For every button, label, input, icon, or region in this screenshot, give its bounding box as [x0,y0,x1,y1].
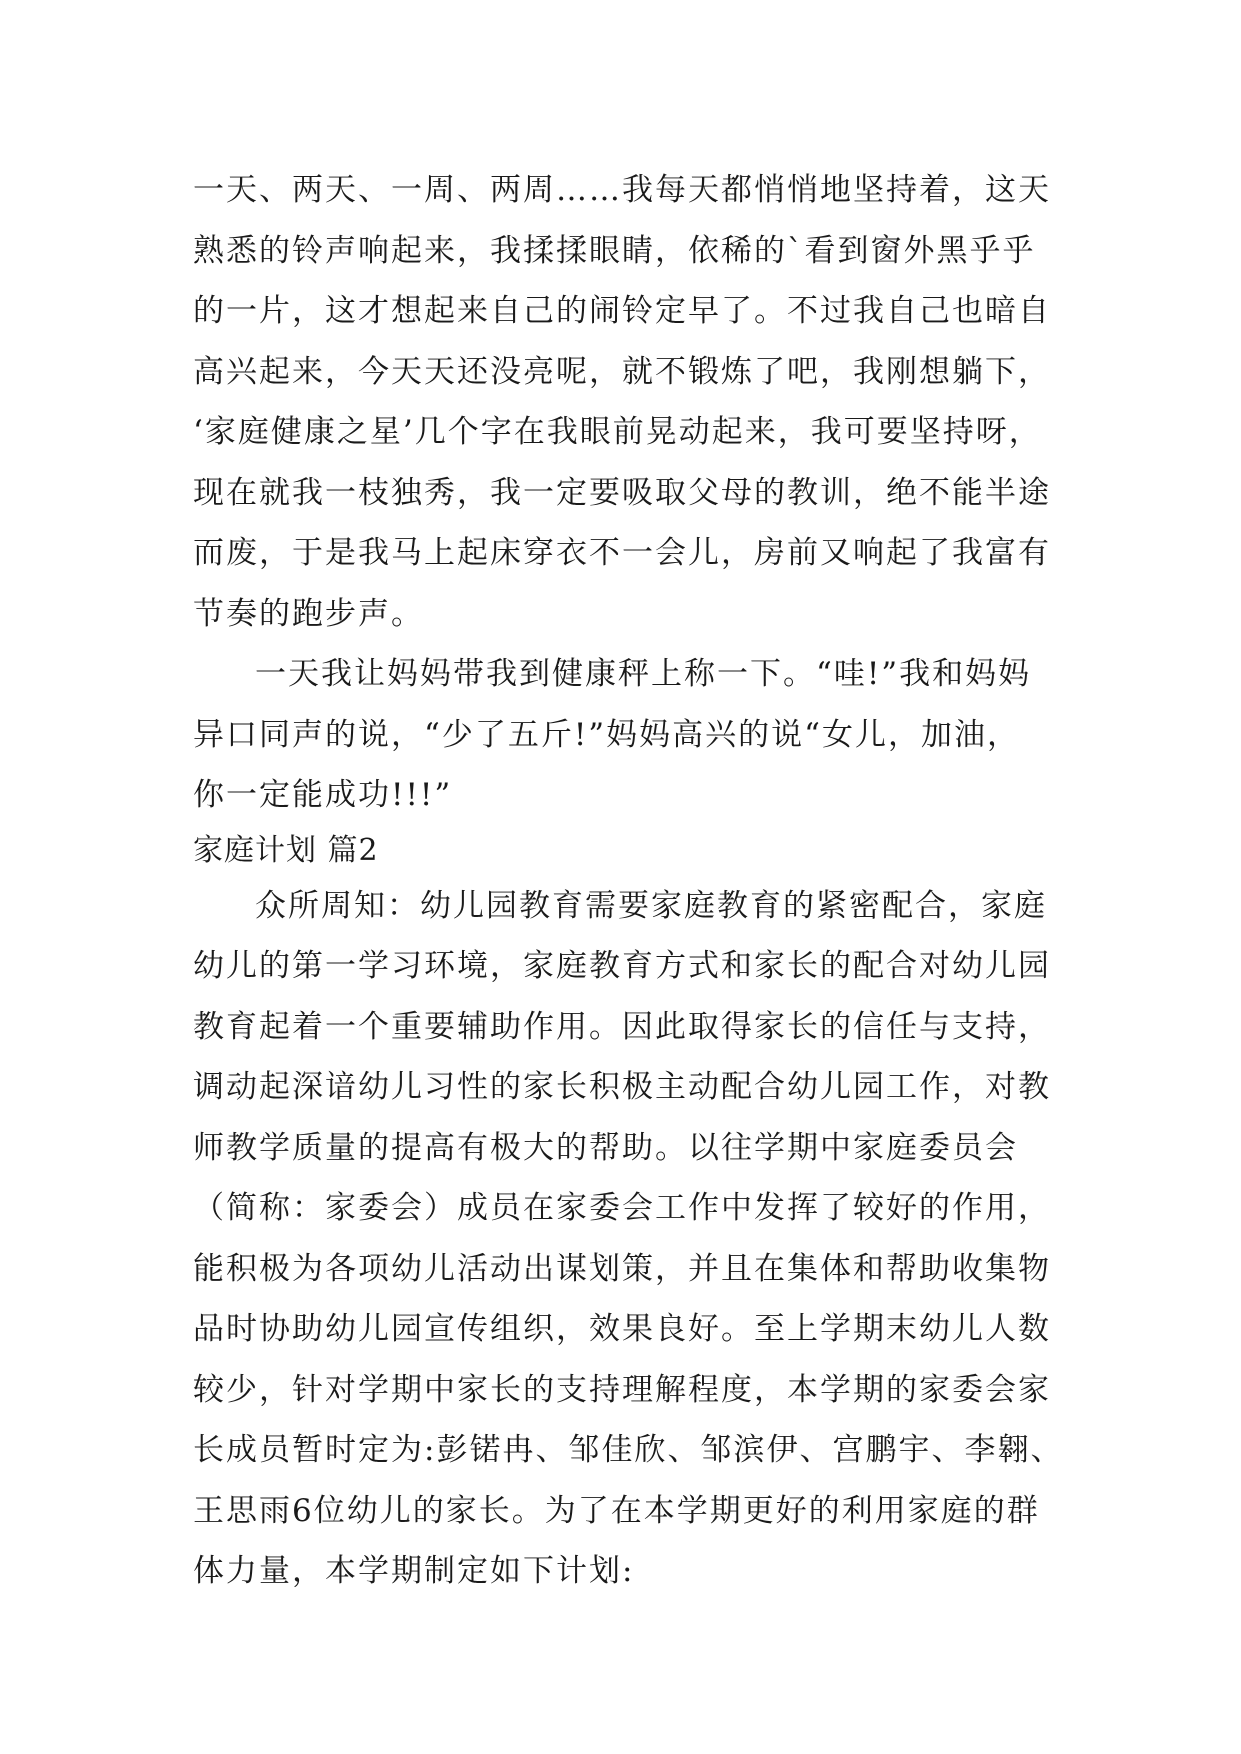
paragraph-line: 能积极为各项幼儿活动出谋划策，并且在集体和帮助收集物 [193,1250,1051,1287]
paragraph-line: 较少，针对学期中家长的支持理解程度，本学期的家委会家 [193,1371,1051,1408]
section-heading: 家庭计划 篇2 [193,832,379,868]
paragraph-line: 异口同声的说，“少了五斤!”妈妈高兴的说“女儿，加油， [193,716,1020,753]
paragraph-line: 一天我让妈妈带我到健康秤上称一下。“哇!”我和妈妈 [255,656,1032,692]
paragraph-line: 调动起深谙幼儿习性的家长积极主动配合幼儿园工作，对教 [193,1069,1051,1105]
paragraph-line: ‘家庭健康之星’几个字在我眼前晃动起来，我可要坚持呀， [193,414,1042,450]
paragraph-line: 体力量，本学期制定如下计划: [193,1553,635,1589]
paragraph-line: 的一片，这才想起来自己的闹铃定早了。不过我自己也暗自 [193,293,1051,329]
paragraph-line: 王思雨6位幼儿的家长。为了在本学期更好的利用家庭的群 [193,1492,1040,1529]
paragraph-line: 一天、两天、一周、两周……我每天都悄悄地坚持着，这天 [193,172,1051,208]
paragraph-line: 高兴起来，今天天还没亮呢，就不锻炼了吧，我刚想躺下， [193,353,1051,390]
paragraph-line: 教育起着一个重要辅助作用。因此取得家长的信任与支持， [193,1008,1051,1045]
document-body [193,160,1064,1602]
paragraph-line: 现在就我一枝独秀，我一定要吸取父母的教训，绝不能半途 [193,474,1051,511]
paragraph-line: 长成员暂时定为:彭锘冉、邹佳欣、邹滨伊、宫鹏宇、李翱、 [193,1432,1064,1468]
paragraph-line: 你一定能成功!!!” [193,777,453,813]
paragraph-line: 而废，于是我马上起床穿衣不一会儿，房前又响起了我富有 [193,535,1051,571]
paragraph-line: 品时协助幼儿园宣传组织，效果良好。至上学期末幼儿人数 [193,1311,1051,1347]
paragraph-line: （简称：家委会）成员在家委会工作中发挥了较好的作用， [193,1190,1051,1226]
paragraph-line: 众所周知：幼儿园教育需要家庭教育的紧密配合，家庭 [255,887,1047,924]
paragraph-line: 师教学质量的提高有极大的帮助。以往学期中家庭委员会 [193,1129,1018,1166]
paragraph-line: 熟悉的铃声响起来，我揉揉眼睛，依稀的`看到窗外黑乎乎 [193,232,1036,269]
paragraph-line: 幼儿的第一学习环境，家庭教育方式和家长的配合对幼儿园 [193,948,1051,984]
paragraph-line: 节奏的跑步声。 [193,595,424,632]
